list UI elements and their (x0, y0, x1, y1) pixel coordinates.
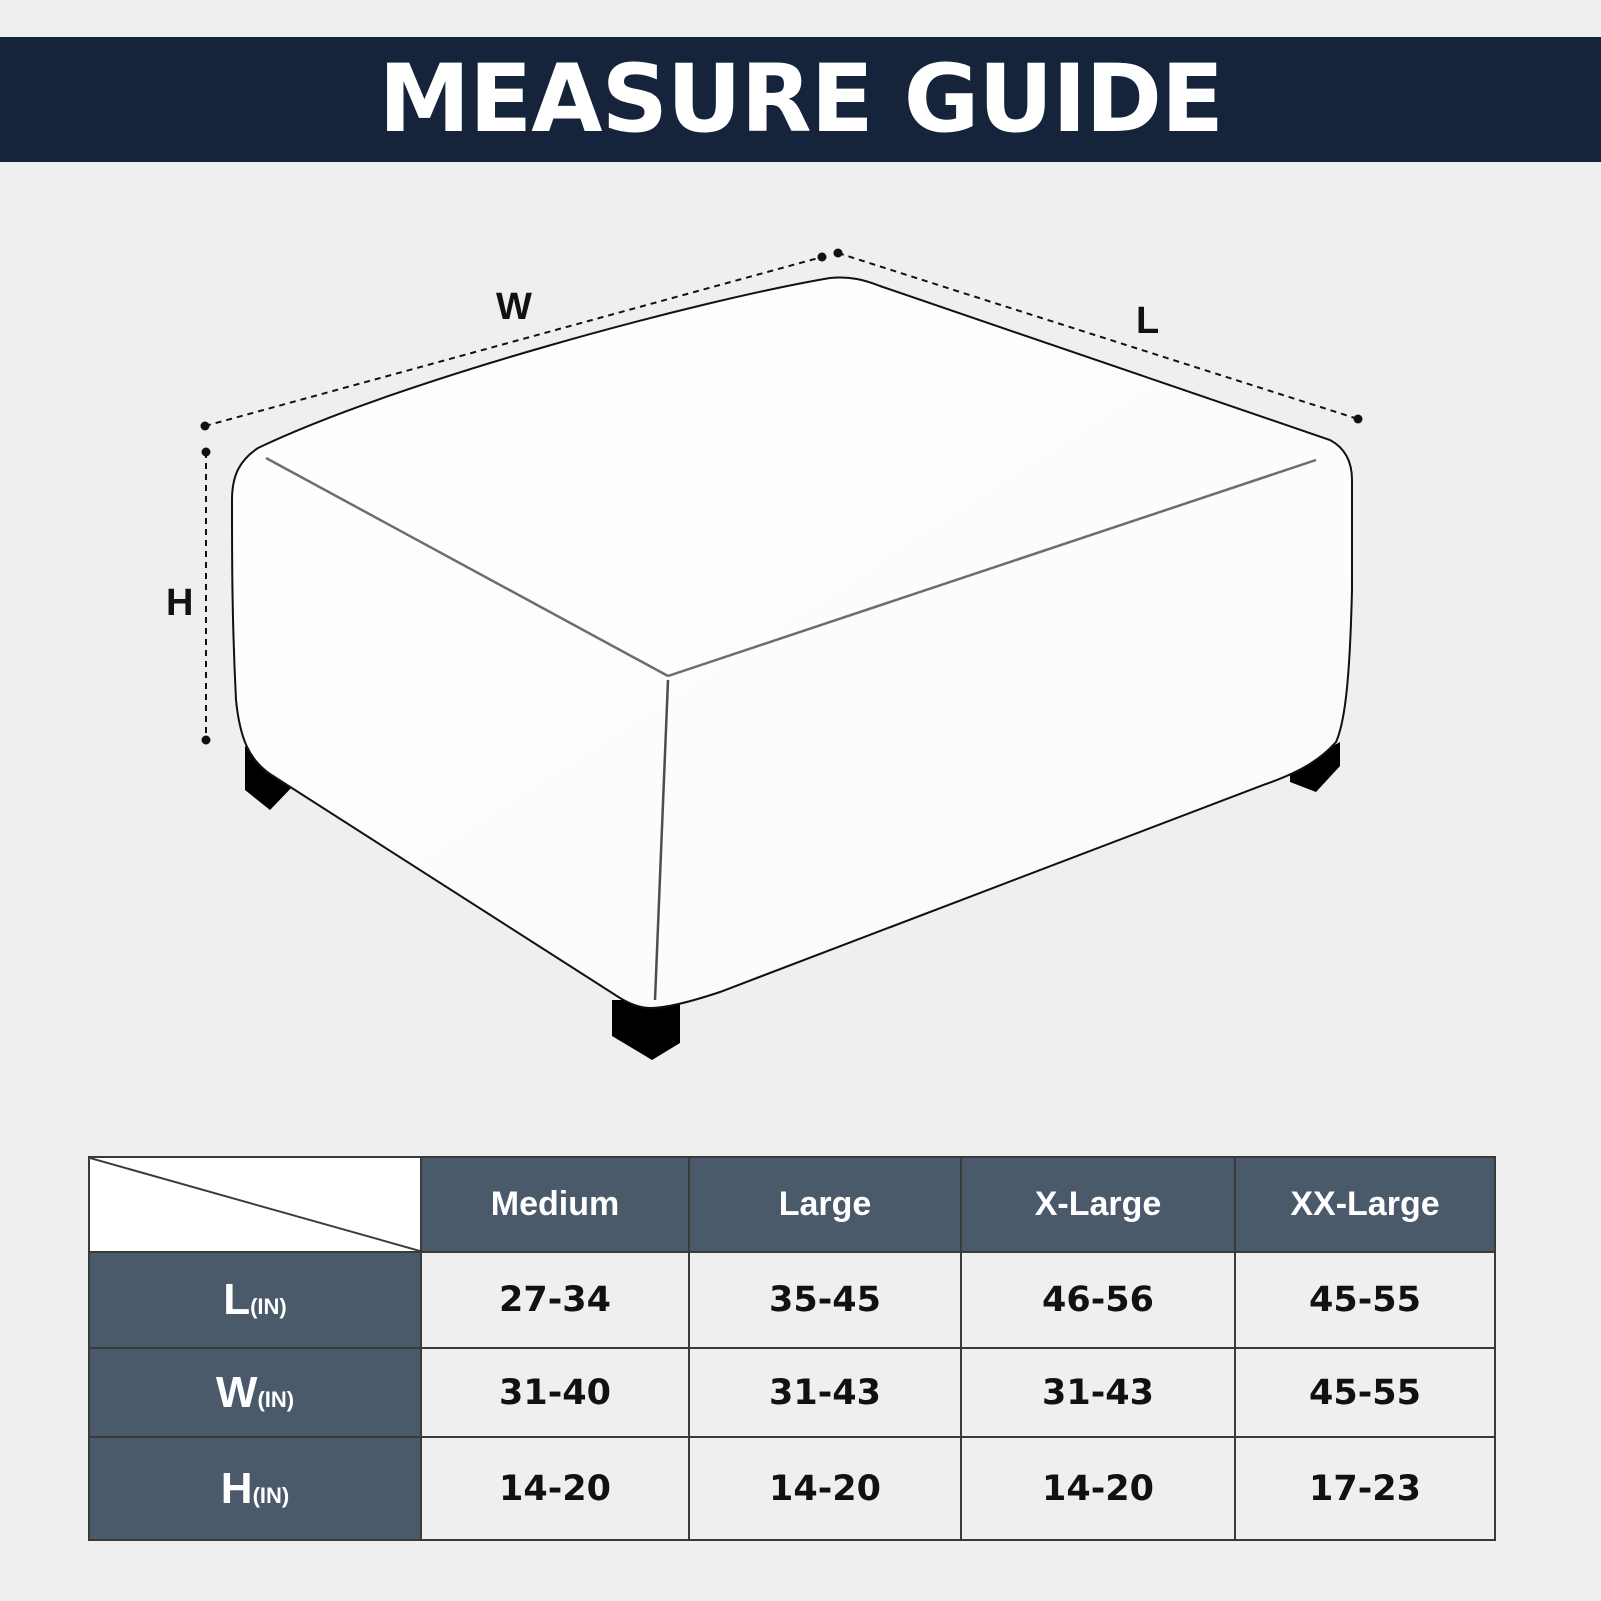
table-cell: 45-55 (1235, 1348, 1495, 1437)
height-measure-dot (202, 448, 211, 457)
unit-label: (IN) (257, 1386, 295, 1412)
row-label-height (89, 1437, 421, 1540)
table-cell: 31-43 (689, 1348, 961, 1437)
width-measure-dot (201, 422, 210, 431)
size-table (88, 1156, 1496, 1541)
table-row (89, 1348, 1495, 1437)
table-cell: 31-43 (961, 1348, 1235, 1437)
table-cell: 14-20 (961, 1437, 1235, 1540)
dimension-letter: H (220, 1463, 253, 1513)
length-measure-dot (834, 249, 843, 258)
width-measure-dot (818, 253, 827, 262)
width-label: W (496, 286, 532, 328)
size-column-xx-large: XX-Large (1235, 1157, 1495, 1252)
ottoman-leg-front (612, 1000, 680, 1060)
ottoman-body (232, 277, 1352, 1008)
row-label-length (89, 1252, 421, 1348)
table-cell: 31-40 (421, 1348, 689, 1437)
row-label-width (89, 1348, 421, 1437)
dimension-letter: W (215, 1367, 258, 1417)
table-cell: 35-45 (689, 1252, 961, 1348)
table-cell: 17-23 (1235, 1437, 1495, 1540)
unit-label: (IN) (252, 1482, 290, 1508)
size-column-large: Large (689, 1157, 961, 1252)
length-measure-dot (1354, 415, 1363, 424)
page-title: MEASURE GUIDE (378, 44, 1223, 154)
table-row (89, 1437, 1495, 1540)
table-cell: 14-20 (689, 1437, 961, 1540)
table-cell: 45-55 (1235, 1252, 1495, 1348)
length-label: L (1136, 300, 1160, 342)
unit-label: (IN) (250, 1294, 287, 1319)
size-column-medium: Medium (421, 1157, 689, 1252)
table-cell: 27-34 (421, 1252, 689, 1348)
size-column-x-large: X-Large (961, 1157, 1235, 1252)
table-row (89, 1252, 1495, 1348)
height-label: H (166, 582, 194, 624)
height-measure-dot (202, 736, 211, 745)
diagonal-divider (90, 1158, 420, 1251)
table-corner-cell (89, 1157, 421, 1252)
size-table-header-row (89, 1157, 1495, 1252)
table-cell: 46-56 (961, 1252, 1235, 1348)
table-cell: 14-20 (421, 1437, 689, 1540)
dimension-letter: L (223, 1275, 251, 1324)
